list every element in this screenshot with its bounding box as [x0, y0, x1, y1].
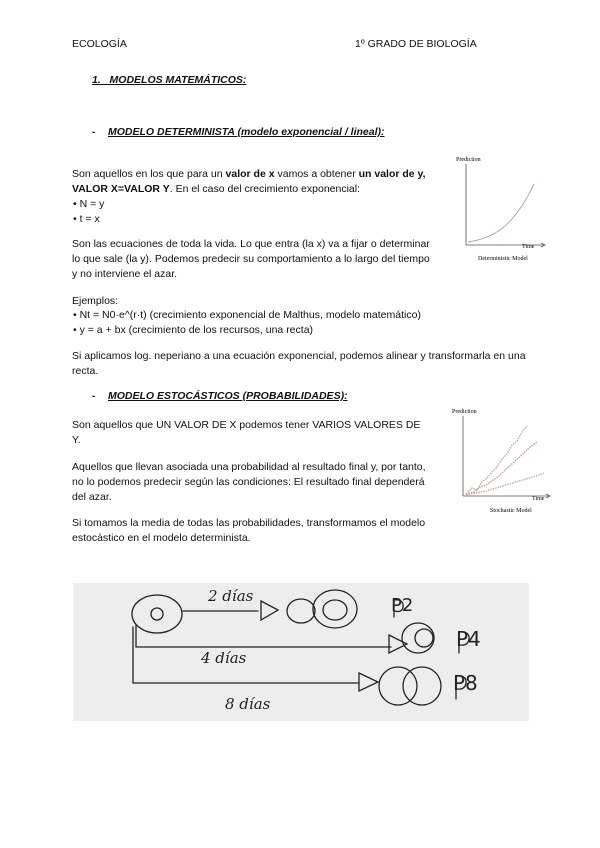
examples-label: Ejemplos:: [72, 295, 119, 307]
determinist-intro: Son aquellos en los que para un valor de x vamos a obtener un valor de y, VALOR X=VALOR Y. En el caso del crecimiento exponencial:: [72, 168, 426, 195]
sketch-label-4-days: 4 días: [201, 649, 247, 667]
sketch-label-p2: P2: [391, 595, 414, 616]
determinist-title: MODELO DETERMINISTA (modelo exponencial / lineal):: [108, 126, 385, 138]
stochastic-paragraph-1: Son aquellos que UN VALOR DE X podemos tener VARIOS VALORES DE Y.: [72, 419, 421, 446]
figure-y-label: Prediction: [452, 409, 477, 415]
figure-series: [466, 473, 544, 495]
list-item: • t = x: [73, 213, 100, 225]
sketch-drawing: [73, 583, 529, 721]
determinist-bullet: -: [92, 126, 96, 138]
sketch-label-8-days: 8 días: [225, 695, 271, 713]
determinist-paragraph-2: Son las ecuaciones de toda la vida. Lo que entra (la x) va a fijar o determinar lo que sale (la y). Podemos predecir su comportamiento a lo largo del tiempo y no interviene el azar.: [72, 238, 430, 280]
cell-icon: [379, 667, 417, 705]
figure-series: [466, 442, 537, 494]
cell-icon: [402, 623, 434, 653]
determinist-list: [73, 197, 104, 227]
section1-number: 1.: [92, 74, 101, 86]
figure-caption: Deterministic Model: [478, 256, 528, 262]
figure-series: [466, 426, 527, 494]
list-item: • Nt = N0·e^(r·t) (crecimiento exponencial de Malthus, modelo matemático): [73, 309, 421, 321]
section1-heading: [92, 74, 246, 86]
stochastic-model-figure: [446, 404, 556, 516]
cell-icon: [287, 599, 315, 623]
cell-icon: [313, 590, 357, 628]
handwritten-sketch: [73, 583, 529, 721]
list-item: • N = y: [73, 198, 105, 210]
figure-x-label: Time: [522, 244, 535, 250]
figure-y-label: Prediction: [456, 157, 481, 163]
cell-icon: [403, 667, 441, 705]
examples-list: [73, 308, 473, 338]
stochastic-title: MODELO ESTOCÁSTICOS (PROBABILIDADES):: [108, 390, 348, 402]
section1-title: MODELOS MATEMÁTICOS:: [109, 74, 247, 86]
sketch-label-2-days: 2 días: [208, 587, 254, 605]
list-item: • y = a + bx (crecimiento de los recursos, una recta): [73, 324, 314, 336]
deterministic-model-figure: [448, 152, 548, 264]
sketch-label-p4: P4: [456, 627, 481, 651]
determinist-paragraph-3: Si aplicamos log. neperiano a una ecuación exponencial, podemos alinear y transformarla en una recta.: [72, 350, 526, 377]
stochastic-paragraph-2: Aquellos que llevan asociada una probabilidad al resultado final y, por tanto, no lo podemos predecir según las condiciones: El resultado final dependerá del azar.: [72, 461, 426, 503]
figure-curve: [468, 184, 534, 242]
header-right: 1º GRADO DE BIOLOGÍA: [355, 38, 477, 50]
sketch-label-p8: P8: [453, 671, 478, 695]
stochastic-paragraph-3: Si tomamos la media de todas las probabilidades, transformamos el modelo estocástico en el modelo determinista.: [72, 517, 426, 544]
figure-x-label: Time: [532, 496, 545, 502]
header-left: ECOLOGÍA: [72, 38, 127, 50]
stochastic-bullet: -: [92, 390, 96, 402]
cell-icon: [132, 595, 182, 633]
figure-caption: Stochastic Model: [490, 508, 532, 514]
